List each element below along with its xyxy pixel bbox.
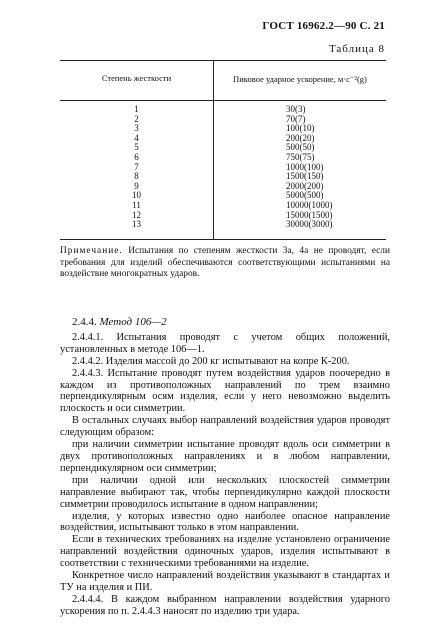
acceleration-cell: 200(20) (286, 132, 315, 143)
acceleration-cell: 750(75) (286, 151, 315, 162)
severity-cell: 11 (132, 199, 141, 210)
acceleration-cell: 10000(1000) (286, 199, 333, 210)
col-header-acceleration: Пиковое ударное ускорение, м·с⁻²(g) (233, 74, 367, 84)
acceleration-cell: 5000(500) (286, 190, 324, 201)
acceleration-cell: 2000(200) (286, 180, 324, 191)
paragraph: при наличии симметрии испытание проводят вдоль оси симметрии в двух противоположных направлениях и в любом направлении, перпендикулярном оси симметрии; (60, 439, 390, 474)
section-body (60, 317, 390, 618)
paragraph: изделия, у которых известно одно наиболее опасное направление воздействия, испытывают только в этом направлении. (60, 510, 390, 534)
paragraph: при наличии одной или нескольких плоскостей симметрии направление выбирают так, чтобы перпендикулярно каждой плоскости симметрии проводилось испытание в одном направлении; (60, 474, 390, 510)
table-caption: Таблица 8 (328, 43, 385, 55)
note-label: Примечание. (60, 246, 123, 256)
paragraph: 2.4.4.1. Испытания проводят с учетом общих положений, установленных в методе 106—1. (60, 331, 390, 355)
paragraph: 2.4.4.2. Изделия массой до 200 кг испытывают на копре К-200. (72, 355, 350, 367)
severity-table (60, 60, 386, 240)
paragraph: 2.4.4.4. В каждом выбранном направлении воздействия ударного ускорения по п. 2.4.4.3 наносят по изделию три удара. (60, 593, 390, 617)
acceleration-cell: 30(3) (286, 104, 306, 114)
acceleration-cell: 1500(150) (286, 171, 324, 182)
note-text: Испытания по степеням жесткости 3а, 4а не проводят, если требования для изделий обеспечиваются соответствующими испытаниями на воздействие многократных ударов. (60, 246, 391, 279)
page-header: ГОСТ 16962.2—90 С. 21 (262, 20, 385, 32)
severity-cell: 3 (134, 123, 139, 134)
acceleration-cell: 15000(1500) (286, 209, 333, 220)
acceleration-cell: 1000(100) (286, 161, 324, 172)
severity-cell: 13 (132, 219, 141, 230)
table-divider (213, 61, 214, 239)
severity-cell: 5 (134, 142, 139, 153)
table-header-rule (60, 100, 386, 101)
paragraph: 2.4.4.3. Испытание проводят путем воздействия ударов поочередно в каждом из противоположных направлений по трем взаимно перпендикулярным осям изделия, если у него невозможно выделить плоскость и оси симметрии. (60, 367, 390, 415)
severity-column (60, 105, 213, 230)
severity-cell: 2 (134, 113, 139, 124)
severity-cell: 4 (134, 132, 139, 143)
section-title: Метод 106—2 (99, 316, 167, 328)
paragraph: В остальных случаях выбор направлений воздействия ударов проводят следующим образом: (60, 415, 390, 439)
severity-cell: 7 (134, 161, 139, 172)
table-note (60, 246, 390, 281)
acceleration-column (286, 105, 376, 230)
acceleration-cell: 70(7) (286, 113, 306, 124)
acceleration-cell: 30000(3000) (286, 219, 333, 230)
acceleration-cell: 500(50) (286, 142, 315, 153)
paragraph: Конкретное число направлений воздействия указывают в стандартах и ТУ на изделия и ПИ. (60, 570, 390, 593)
col-header-severity: Степень жесткости (101, 73, 172, 83)
severity-cell: 8 (134, 171, 139, 182)
severity-cell: 10 (132, 190, 141, 201)
paragraph: Если в технических требованиях на изделие установлено ограничение направлений воздействия одиночных ударов, изделия испытывают в соответствии с техническими требованиями на изделие. (60, 534, 390, 570)
section-number: 2.4.4. (72, 316, 97, 328)
acceleration-cell: 100(10) (286, 123, 315, 134)
severity-cell: 12 (132, 209, 141, 220)
section-heading (60, 317, 390, 329)
severity-cell: 9 (134, 180, 139, 191)
severity-cell: 6 (134, 151, 139, 162)
severity-cell: 1 (134, 104, 139, 114)
